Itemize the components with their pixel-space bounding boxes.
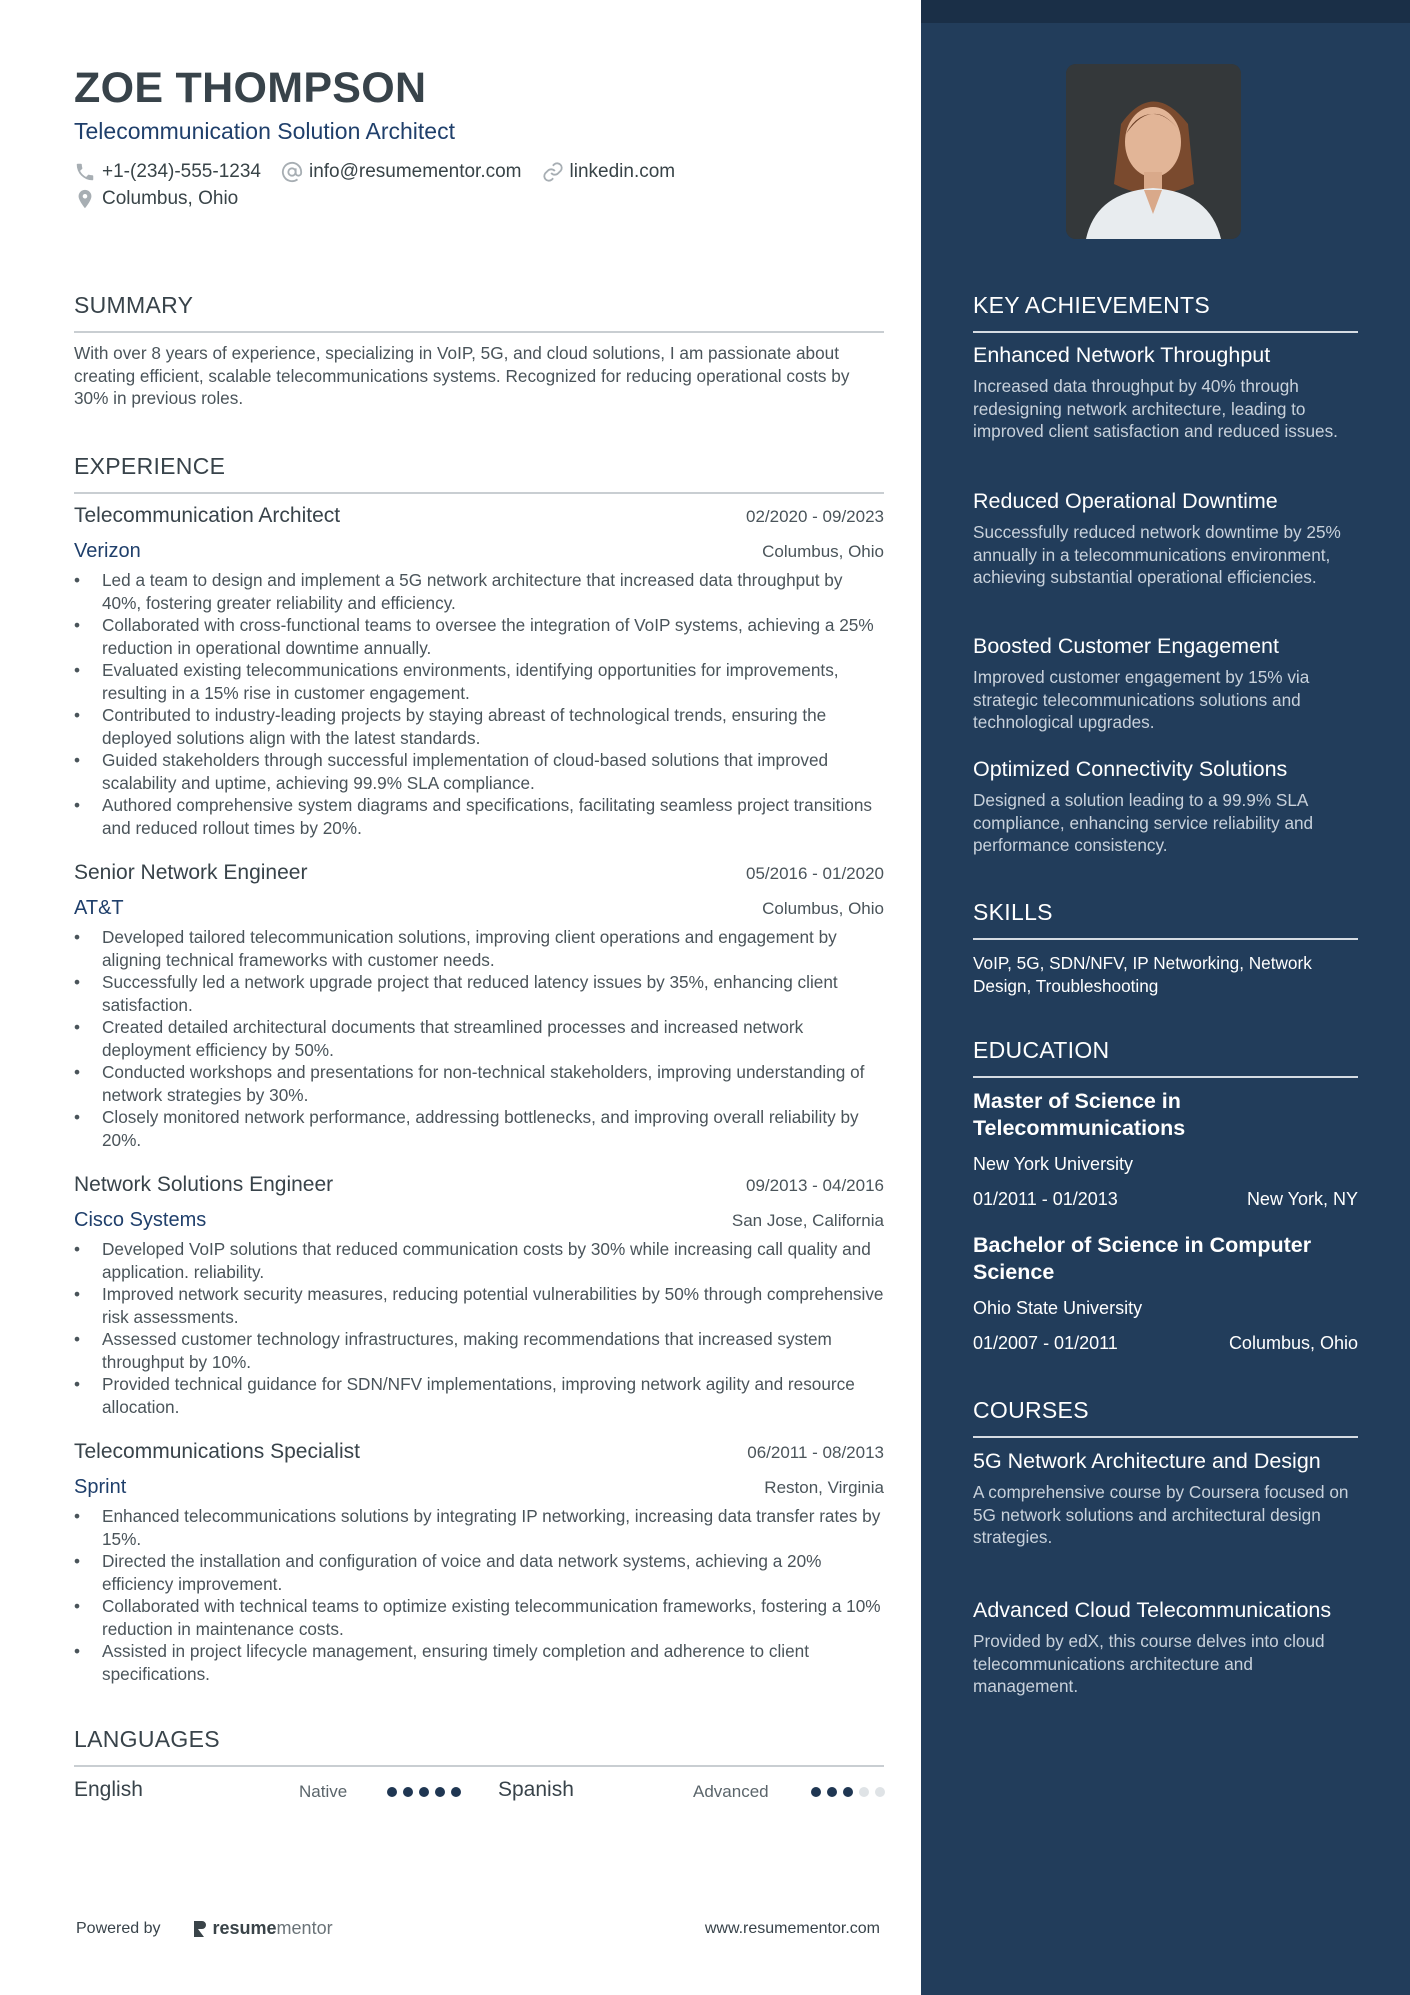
- job-entry: [74, 861, 884, 1151]
- course-title: 5G Network Architecture and Design: [973, 1449, 1321, 1473]
- powered-by-label: Powered by: [76, 1919, 161, 1937]
- sidebar: [921, 0, 1410, 1995]
- bullet-item: • Assessed customer technology infrastructures, making recommendations that increased system throughput by 10%.: [74, 1328, 884, 1373]
- education-location: Columbus, Ohio: [1228, 1333, 1358, 1353]
- job-company: Verizon: [74, 540, 141, 562]
- languages-heading: LANGUAGES: [74, 1726, 884, 1767]
- education-heading: EDUCATION: [973, 1037, 1358, 1078]
- education-location: New York, NY: [1246, 1189, 1358, 1209]
- bullet-item: • Developed tailored telecommunication solutions, improving client operations and engagement by aligning technical frameworks with customer needs.: [74, 926, 884, 971]
- language-name: Spanish: [498, 1778, 574, 1801]
- bullet-item: • Developed VoIP solutions that reduced communication costs by 30% while increasing call quality and application. reliability.: [74, 1238, 884, 1283]
- logo-text-bold: resume: [212, 1918, 277, 1938]
- achievement-desc: Successfully reduced network downtime by 25% annually in a telecommunications environment, achieving substantial operational efficiencies.: [973, 522, 1341, 587]
- bullet-item: • Guided stakeholders through successful implementation of cloud-based solutions that improved scalability and uptime, achieving 99.9% SLA compliance.: [74, 749, 884, 794]
- achievement-title: Boosted Customer Engagement: [973, 634, 1279, 658]
- map-pin-icon: [74, 188, 96, 210]
- rating-dot-empty: [875, 1787, 885, 1797]
- contact-phone[interactable]: [74, 161, 261, 183]
- job-entry: [74, 504, 884, 839]
- powered-by: [76, 1918, 333, 1939]
- languages-row: [74, 1778, 884, 1808]
- bullet-item: • Evaluated existing telecommunications environments, identifying opportunities for improvements, resulting in a 15% rise in customer engagement.: [74, 659, 884, 704]
- email-text: info@resumementor.com: [308, 161, 522, 182]
- education-degree: Bachelor of Science in Computer Science: [973, 1233, 1312, 1284]
- profile-photo-illustration: [1066, 64, 1241, 239]
- experience-heading: EXPERIENCE: [74, 453, 884, 494]
- candidate-name: ZOE THOMPSON: [74, 64, 427, 112]
- bullet-item: • Authored comprehensive system diagrams and specifications, facilitating seamless project transitions and reduced rollout times by 20%.: [74, 794, 884, 839]
- achievement-desc: Increased data throughput by 40% through redesigning network architecture, leading to improved client satisfaction and reduced issues.: [973, 376, 1338, 441]
- job-bullets: [74, 926, 884, 1151]
- job-entry: [74, 1440, 884, 1685]
- achievement-title: Enhanced Network Throughput: [973, 343, 1271, 367]
- contact-row: [74, 161, 675, 183]
- resumementor-logo[interactable]: [191, 1918, 333, 1939]
- bullet-item: • Contributed to industry-leading projects by staying abreast of technological trends, ensuring the deployed solutions align with the latest standards.: [74, 704, 884, 749]
- job-title: Telecommunications Specialist: [74, 1440, 360, 1463]
- contact-row-2: [74, 188, 238, 210]
- achievement-item: [973, 755, 1358, 857]
- achievement-desc: Improved customer engagement by 15% via strategic telecommunications solutions and technological upgrades.: [973, 667, 1310, 732]
- job-title: Network Solutions Engineer: [74, 1173, 334, 1196]
- rating-dot-filled: [419, 1787, 429, 1797]
- job-location: San Jose, California: [731, 1211, 884, 1230]
- achievement-title: Optimized Connectivity Solutions: [973, 757, 1288, 781]
- education-item: [973, 1232, 1358, 1354]
- contact-email[interactable]: [281, 161, 522, 183]
- skills-heading: SKILLS: [973, 899, 1358, 940]
- bullet-item: • Assisted in project lifecycle management, ensuring timely completion and adherence to client specifications.: [74, 1640, 884, 1685]
- summary-text: With over 8 years of experience, specializing in VoIP, 5G, and cloud solutions, I am passionate about creating efficient, scalable telecommunications systems. Recognized for reducing operational costs by 30% in previous roles.: [74, 343, 850, 408]
- bullet-item: • Provided technical guidance for SDN/NFV implementations, improving network agility and resource allocation.: [74, 1373, 884, 1418]
- education-school: Ohio State University: [973, 1298, 1143, 1318]
- language-rating: [811, 1787, 885, 1797]
- phone-text: +1-(234)-555-1234: [102, 161, 261, 182]
- location-text: Columbus, Ohio: [102, 188, 239, 209]
- achievements-heading: KEY ACHIEVEMENTS: [973, 292, 1358, 333]
- job-location: Reston, Virginia: [764, 1478, 884, 1497]
- job-dates: 09/2013 - 04/2016: [745, 1176, 884, 1195]
- job-company: Sprint: [74, 1476, 127, 1498]
- contact-location: [74, 188, 238, 210]
- rating-dot-filled: [451, 1787, 461, 1797]
- job-title: Senior Network Engineer: [74, 861, 308, 884]
- job-dates: 05/2016 - 01/2020: [745, 864, 884, 883]
- job-dates: 06/2011 - 08/2013: [747, 1443, 884, 1462]
- rating-dot-filled: [387, 1787, 397, 1797]
- logo-mark-icon: [191, 1919, 207, 1939]
- education-item: [973, 1088, 1358, 1210]
- bullet-item: • Led a team to design and implement a 5G network architecture that increased data throughput by 40%, fostering greater reliability and efficiency.: [74, 569, 884, 614]
- bullet-item: • Created detailed architectural documents that streamlined processes and increased network deployment efficiency by 50%.: [74, 1016, 884, 1061]
- rating-dot-filled: [403, 1787, 413, 1797]
- bullet-item: • Enhanced telecommunications solutions by integrating IP networking, increasing data transfer rates by 15%.: [74, 1505, 884, 1550]
- linkedin-text: linkedin.com: [569, 161, 676, 182]
- achievement-title: Reduced Operational Downtime: [973, 489, 1278, 513]
- sidebar-top-bar: [921, 0, 1410, 23]
- job-dates: 02/2020 - 09/2023: [745, 507, 884, 526]
- phone-icon: [74, 161, 96, 183]
- job-location: Columbus, Ohio: [762, 899, 884, 918]
- link-icon: [542, 161, 564, 183]
- job-company: AT&T: [74, 897, 124, 919]
- courses-heading: COURSES: [973, 1397, 1358, 1438]
- education-school: New York University: [973, 1154, 1134, 1174]
- bullet-item: • Collaborated with technical teams to optimize existing telecommunication frameworks, fostering a 10% reduction in maintenance costs.: [74, 1595, 884, 1640]
- course-desc: A comprehensive course by Coursera focused on 5G network solutions and architectural design strategies.: [973, 1482, 1349, 1547]
- language-level: Native: [299, 1782, 348, 1801]
- bullet-item: • Directed the installation and configuration of voice and data network systems, achieving a 20% efficiency improvement.: [74, 1550, 884, 1595]
- bullet-item: • Collaborated with cross-functional teams to oversee the integration of VoIP systems, achieving a 25% reduction in operational downtime annually.: [74, 614, 884, 659]
- achievement-item: [973, 487, 1358, 589]
- bullet-item: • Conducted workshops and presentations for non-technical stakeholders, improving understanding of network strategies by 30%.: [74, 1061, 884, 1106]
- job-bullets: [74, 569, 884, 839]
- logo-text-light: mentor: [276, 1918, 333, 1938]
- contact-linkedin[interactable]: [542, 161, 676, 183]
- rating-dot-filled: [811, 1787, 821, 1797]
- job-entry: [74, 1173, 884, 1418]
- achievement-desc: Designed a solution leading to a 99.9% SLA compliance, enhancing service reliability and performance consistency.: [973, 790, 1314, 855]
- job-title: Telecommunication Architect: [74, 504, 341, 527]
- language-name: English: [74, 1778, 143, 1801]
- course-desc: Provided by edX, this course delves into cloud telecommunications architecture and management.: [973, 1631, 1325, 1696]
- summary-heading: SUMMARY: [74, 292, 884, 333]
- at-sign-icon: [281, 161, 303, 183]
- skills-text: VoIP, 5G, SDN/NFV, IP Networking, Network Design, Troubleshooting: [973, 953, 1312, 996]
- rating-dot-filled: [843, 1787, 853, 1797]
- achievement-item: [973, 341, 1358, 443]
- job-company: Cisco Systems: [74, 1209, 207, 1231]
- course-item: [973, 1597, 1358, 1698]
- course-title: Advanced Cloud Telecommunications: [973, 1598, 1332, 1622]
- rating-dot-empty: [859, 1787, 869, 1797]
- job-location: Columbus, Ohio: [762, 542, 884, 561]
- candidate-role: Telecommunication Solution Architect: [74, 118, 455, 144]
- course-item: [973, 1448, 1358, 1549]
- language-rating: [387, 1787, 461, 1797]
- rating-dot-filled: [435, 1787, 445, 1797]
- profile-photo: [1066, 64, 1241, 239]
- language-level: Advanced: [693, 1782, 769, 1801]
- education-dates: 01/2011 - 01/2013: [973, 1189, 1118, 1209]
- achievement-item: [973, 632, 1358, 734]
- bullet-item: • Successfully led a network upgrade project that reduced latency issues by 35%, enhancing client satisfaction.: [74, 971, 884, 1016]
- job-bullets: [74, 1505, 884, 1685]
- job-bullets: [74, 1238, 884, 1418]
- bullet-item: • Closely monitored network performance, addressing bottlenecks, and improving overall reliability by 20%.: [74, 1106, 884, 1151]
- footer-website[interactable]: www.resumementor.com: [704, 1919, 880, 1937]
- education-dates: 01/2007 - 01/2011: [973, 1333, 1118, 1353]
- education-degree: Master of Science in Telecommunications: [973, 1089, 1186, 1140]
- bullet-item: • Improved network security measures, reducing potential vulnerabilities by 50% through comprehensive risk assessments.: [74, 1283, 884, 1328]
- rating-dot-filled: [827, 1787, 837, 1797]
- footer: [76, 1918, 880, 1939]
